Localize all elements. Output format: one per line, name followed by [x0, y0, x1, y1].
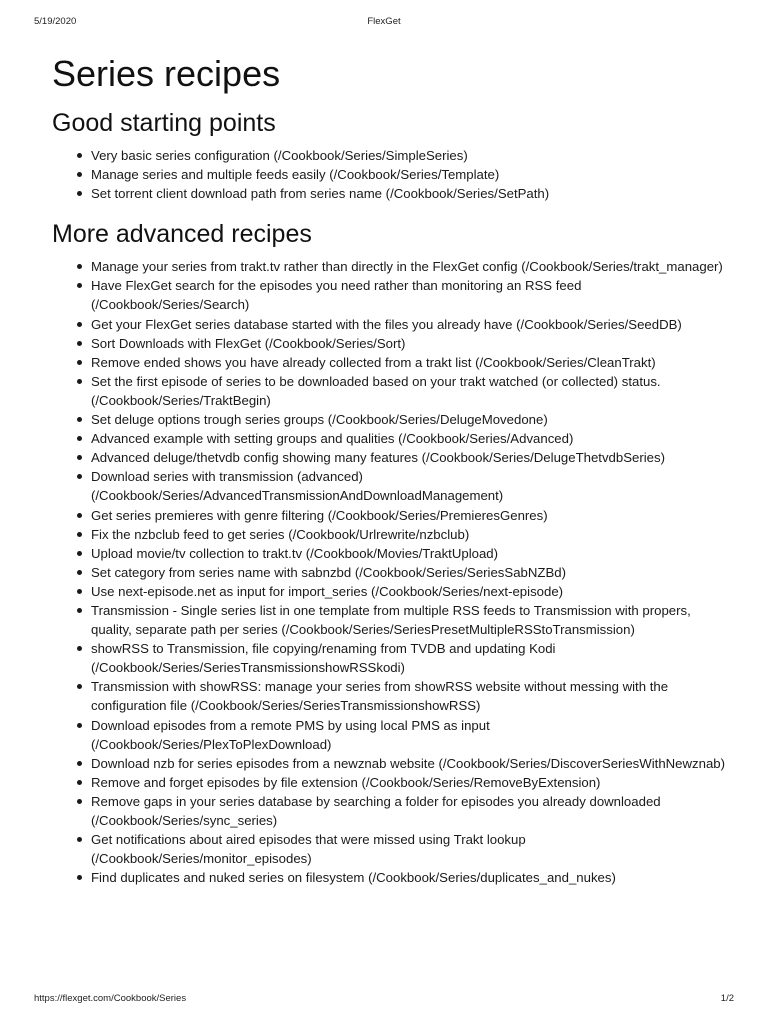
recipe-list-advanced — [52, 257, 732, 887]
recipe-link[interactable]: Transmission with showRSS: manage your series from showRSS website without messing with the configuration file (/Cookbook/Series/SeriesTransmissionshowRSS) — [91, 677, 732, 715]
section-heading-good-starting-points: Good starting points — [52, 109, 276, 137]
recipe-link[interactable]: Remove gaps in your series database by searching a folder for episodes you already downloaded (/Cookbook/Series/sync_series) — [91, 792, 732, 830]
recipe-link[interactable]: Download series with transmission (advanced) (/Cookbook/Series/AdvancedTransmissionAndDownloadManagement) — [91, 467, 732, 505]
recipe-list-basic — [52, 146, 732, 203]
recipe-link[interactable]: Manage series and multiple feeds easily (/Cookbook/Series/Template) — [91, 165, 732, 184]
section-heading-more-advanced-recipes: More advanced recipes — [52, 220, 312, 249]
print-footer — [34, 993, 734, 1007]
recipe-link[interactable]: Use next-episode.net as input for import_series (/Cookbook/Series/next-episode) — [91, 582, 732, 601]
recipe-link[interactable]: Advanced deluge/thetvdb config showing many features (/Cookbook/Series/DelugeThetvdbSeries) — [91, 448, 732, 467]
recipe-link[interactable]: Advanced example with setting groups and qualities (/Cookbook/Series/Advanced) — [91, 429, 732, 448]
recipe-link[interactable]: Very basic series configuration (/Cookbook/Series/SimpleSeries) — [91, 146, 732, 165]
page-url: https://flexget.com/Cookbook/Series — [34, 993, 187, 1004]
recipe-link[interactable]: Remove and forget episodes by file extension (/Cookbook/Series/RemoveByExtension) — [91, 773, 732, 792]
recipe-link[interactable]: Have FlexGet search for the episodes you need rather than monitoring an RSS feed (/Cookbook/Series/Search) — [91, 276, 732, 314]
recipe-link[interactable]: Set category from series name with sabnzbd (/Cookbook/Series/SeriesSabNZBd) — [91, 563, 732, 582]
recipe-link[interactable]: Transmission - Single series list in one template from multiple RSS feeds to Transmission with propers, quality, separate path per series (/Cookbook/Series/SeriesPresetMultipleRSStoTransmission) — [91, 601, 732, 639]
recipe-link[interactable]: Download nzb for series episodes from a newznab website (/Cookbook/Series/DiscoverSeriesWithNewznab) — [91, 754, 732, 773]
recipe-link[interactable]: Set the first episode of series to be downloaded based on your trakt watched (or collected) status. (/Cookbook/Series/TraktBegin) — [91, 372, 732, 410]
recipe-link[interactable]: Get your FlexGet series database started with the files you already have (/Cookbook/Series/SeedDB) — [91, 315, 732, 334]
recipe-link[interactable]: Get notifications about aired episodes that were missed using Trakt lookup (/Cookbook/Series/monitor_episodes) — [91, 830, 732, 868]
print-document-title: FlexGet — [367, 16, 401, 27]
recipe-link[interactable]: Upload movie/tv collection to trakt.tv (/Cookbook/Movies/TraktUpload) — [91, 544, 732, 563]
recipe-link[interactable]: showRSS to Transmission, file copying/renaming from TVDB and updating Kodi (/Cookbook/Series/SeriesTransmissionshowRSSkodi) — [91, 639, 732, 677]
recipe-link[interactable]: Get series premieres with genre filtering (/Cookbook/Series/PremieresGenres) — [91, 506, 732, 525]
page-content — [52, 50, 732, 887]
recipe-link[interactable]: Remove ended shows you have already collected from a trakt list (/Cookbook/Series/CleanTrakt) — [91, 353, 732, 372]
page-title: Series recipes — [52, 53, 281, 94]
print-date: 5/19/2020 — [34, 16, 77, 27]
page-number: 1/2 — [720, 993, 734, 1004]
recipe-link[interactable]: Set torrent client download path from series name (/Cookbook/Series/SetPath) — [91, 184, 732, 203]
recipe-link[interactable]: Sort Downloads with FlexGet (/Cookbook/Series/Sort) — [91, 334, 732, 353]
recipe-link[interactable]: Manage your series from trakt.tv rather than directly in the FlexGet config (/Cookbook/Series/trakt_manager) — [91, 257, 732, 276]
recipe-link[interactable]: Find duplicates and nuked series on filesystem (/Cookbook/Series/duplicates_and_nukes) — [91, 868, 732, 887]
recipe-link[interactable]: Set deluge options trough series groups (/Cookbook/Series/DelugeMovedone) — [91, 410, 732, 429]
recipe-link[interactable]: Fix the nzbclub feed to get series (/Cookbook/Urlrewrite/nzbclub) — [91, 525, 732, 544]
recipe-link[interactable]: Download episodes from a remote PMS by using local PMS as input (/Cookbook/Series/PlexToPlexDownload) — [91, 716, 732, 754]
print-header — [34, 16, 734, 30]
